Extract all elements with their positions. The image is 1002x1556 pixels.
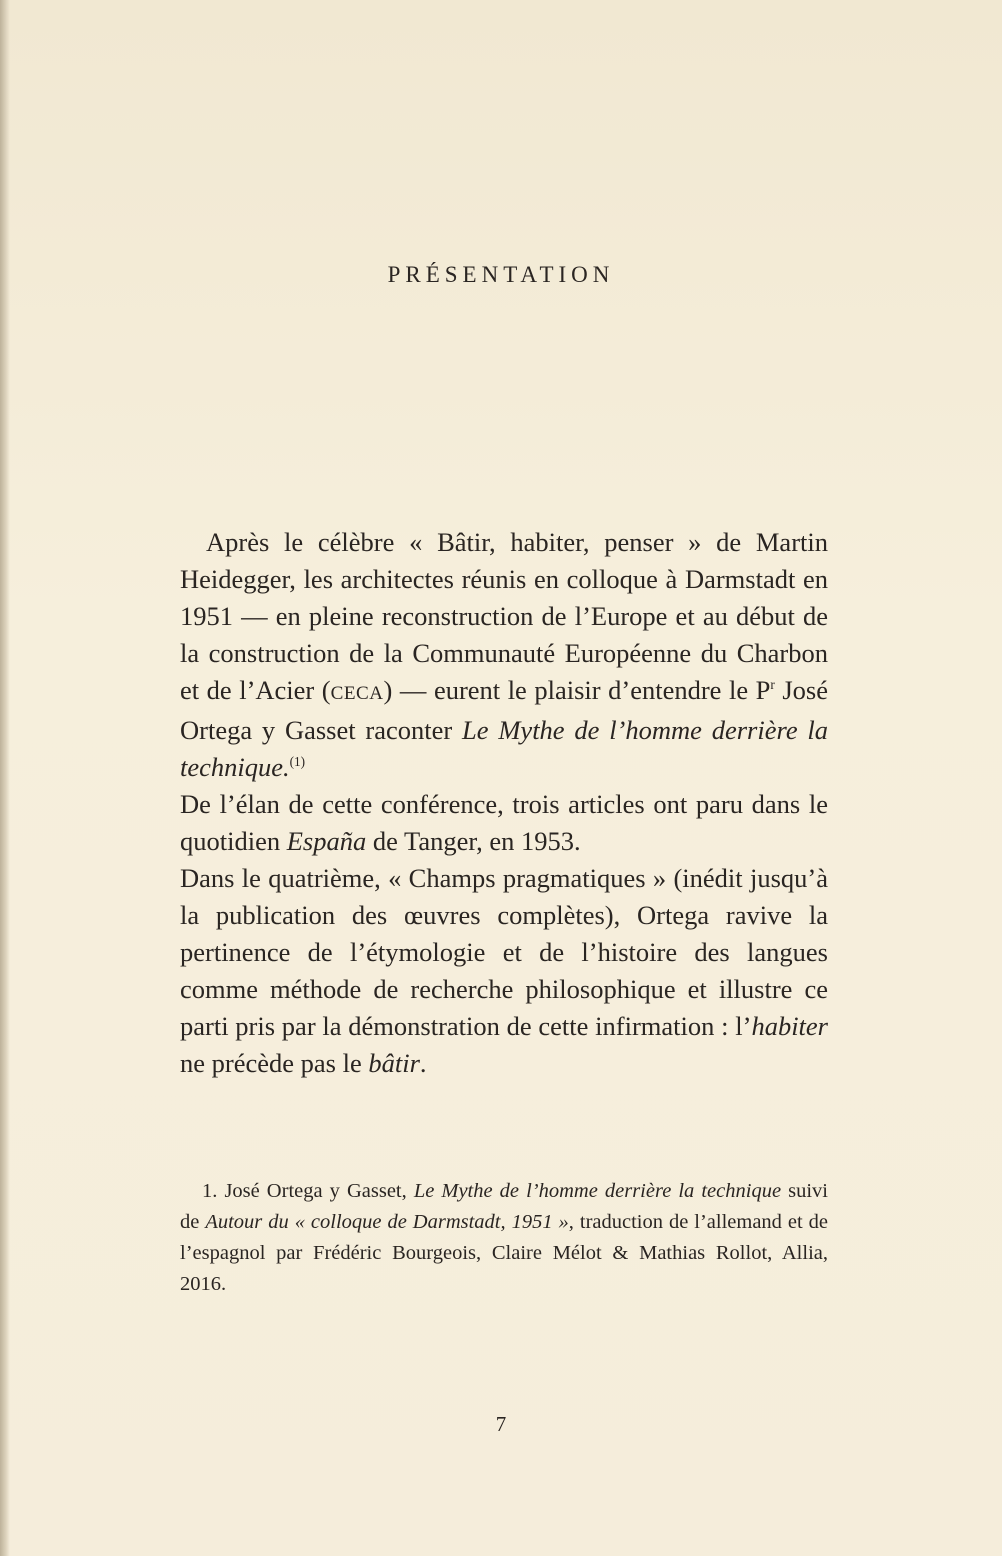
paragraph-2 xyxy=(180,786,828,860)
footnote-book-title: Le Mythe de l’homme derrière la technique xyxy=(413,1180,782,1202)
work-title: Le Mythe de l’homme derrière la technique. xyxy=(180,715,829,782)
chapter-title: PRÉSENTATION xyxy=(387,262,615,287)
ceca-abbreviation: CECA xyxy=(330,683,384,704)
paragraph-1-text-b: ) — eurent le plaisir d’entendre le P xyxy=(383,675,771,705)
footnote-reference: (1) xyxy=(289,754,306,770)
paragraph-1-text-c: José Ortega y Gasset raconter xyxy=(180,675,829,745)
footnote-mid: suivi de xyxy=(180,1180,828,1233)
footnote-author: José Ortega y Gasset, xyxy=(217,1180,414,1202)
footnote-publication: , traduction de l’allemand et de l’espagnol par Frédéric Bourgeois, Claire Mélot & Mathias Rollot, Allia, 2016. xyxy=(180,1211,829,1295)
paragraph-2-text-a: De l’élan de cette conférence, trois articles ont paru dans le quotidien xyxy=(180,789,828,856)
newspaper-name: España xyxy=(286,826,367,856)
emphasis-habiter: habiter xyxy=(751,1011,828,1041)
footnote-subtitle: Autour du « colloque de Darmstadt, 1951 » xyxy=(205,1211,569,1233)
emphasis-batir: bâtir xyxy=(368,1048,420,1078)
footnote-text xyxy=(180,1176,828,1300)
body-text xyxy=(180,524,828,1082)
paragraph-2-text-b: de Tanger, en 1953. xyxy=(366,826,581,856)
paragraph-1 xyxy=(180,524,828,786)
footnote-number: 1. xyxy=(202,1180,218,1202)
footnote xyxy=(180,1176,828,1300)
paragraph-3-text-a: Dans le quatrième, « Champs pragmatiques » (inédit jusqu’à la publication des œuvres complètes), Ortega ravive la pertinence de l’étymologie et de l’histoire des langues comme méthode de recherche philosophique et illustre ce parti pris par la démonstration de cette infirmation : l’ xyxy=(180,863,828,1041)
paragraph-1-text-a: Après le célèbre « Bâtir, habiter, penser » de Martin Heidegger, les architectes réunis en colloque à Darmstadt en 1951 — en pleine reconstruction de l’Europe et au début de la construction de la Communauté Européenne du Charbon et de l’Acier ( xyxy=(180,527,828,705)
paragraph-3 xyxy=(180,860,828,1082)
professor-superscript: r xyxy=(770,677,775,693)
paragraph-3-text-b: ne précède pas le xyxy=(180,1048,369,1078)
paragraph-3-text-c: . xyxy=(419,1048,427,1078)
page-number: 7 xyxy=(495,1412,507,1436)
